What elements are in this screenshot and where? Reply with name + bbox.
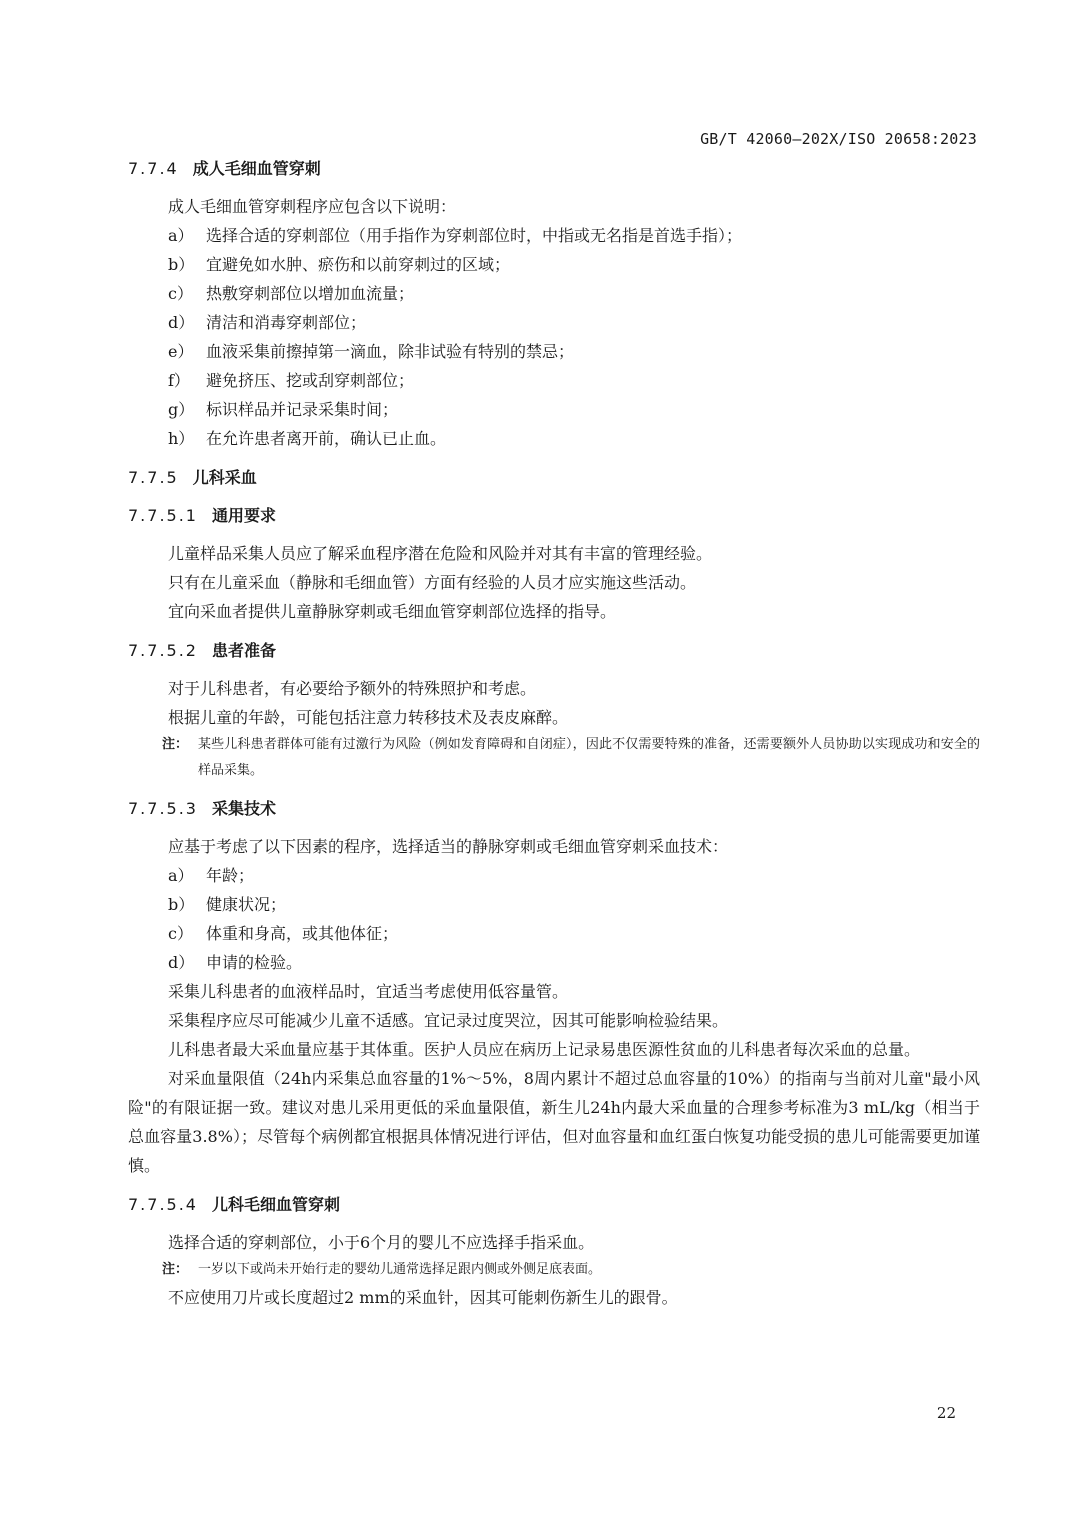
paragraph: 应基于考虑了以下因素的程序，选择适当的静脉穿刺或毛细血管穿刺采血技术： xyxy=(168,837,729,856)
page-header: GB/T 42060—202X/ISO 20658:2023 xyxy=(700,130,977,148)
list-marker: c） xyxy=(168,284,193,303)
list-marker: b） xyxy=(168,895,195,914)
paragraph: 不应使用刀片或长度超过2 mm的采血针，因其可能刺伤新生儿的跟骨。 xyxy=(168,1288,678,1307)
note-text: 一岁以下或尚未开始行走的婴幼儿通常选择足跟内侧或外侧足底表面。 xyxy=(198,1262,602,1277)
section-title: 成人毛细血管穿刺 xyxy=(192,159,321,178)
paragraph: 选择合适的穿刺部位，小于6个月的婴儿不应选择手指采血。 xyxy=(168,1233,595,1252)
list-marker: a） xyxy=(168,226,194,245)
note xyxy=(128,732,980,784)
list-item xyxy=(128,279,980,308)
paragraph: 宜向采血者提供儿童静脉穿刺或毛细血管穿刺部位选择的指导。 xyxy=(168,602,617,621)
section-heading-7-7-5-2 xyxy=(128,638,980,664)
section-heading-7-7-5-1 xyxy=(128,503,980,529)
paragraph: 对于儿科患者，有必要给予额外的特殊照护和考虑。 xyxy=(168,679,537,698)
section-number: 7.7.5.3 xyxy=(128,799,198,818)
list-item-text: 申请的检验。 xyxy=(206,953,303,972)
page-number: 22 xyxy=(936,1404,956,1422)
list-marker: h） xyxy=(168,429,195,448)
paragraph: 采集程序应尽可能减少儿童不适感。宜记录过度哭泣，因其可能影响检验结果。 xyxy=(168,1011,729,1030)
list-item xyxy=(128,221,980,250)
paragraph: 对采血量限值（24h内采集总血容量的1%～5%，8周内累计不超过总血容量的10%）的指南与当前对儿童"最小风险"的有限证据一致。建议对患儿采用更低的采血量限值，新生儿24h内最大采血量的合理参考标准为3 mL/kg（相当于总血容量3.8%）；尽管每个病例都宜根据具体情况进行评估，但对血容量和血红蛋白恢复功能受损的患儿可能需要更加谨慎。 xyxy=(128,1069,980,1175)
list-item xyxy=(128,337,980,366)
list-marker: g） xyxy=(168,400,195,419)
note-label: 注： xyxy=(162,737,189,752)
document-body xyxy=(128,156,980,1312)
note-text: 某些儿科患者群体可能有过激行为风险（例如发育障碍和自闭症），因此不仅需要特殊的准备，还需要额外人员协助以实现成功和安全的样品采集。 xyxy=(198,737,980,778)
note-label: 注： xyxy=(162,1262,189,1277)
list-item xyxy=(128,948,980,977)
list-item xyxy=(128,250,980,279)
list-marker: c） xyxy=(168,924,193,943)
list-item xyxy=(128,861,980,890)
list-marker: a） xyxy=(168,866,194,885)
list-item-text: 避免挤压、挖或刮穿刺部位； xyxy=(206,371,415,390)
list-item xyxy=(128,919,980,948)
list-marker: d） xyxy=(168,313,195,332)
list-item-text: 体重和身高，或其他体征； xyxy=(206,924,399,943)
note xyxy=(128,1257,980,1283)
list-item-text: 健康状况； xyxy=(206,895,287,914)
paragraph: 儿童样品采集人员应了解采血程序潜在危险和风险并对其有丰富的管理经验。 xyxy=(168,544,713,563)
list-item xyxy=(128,424,980,453)
section-number: 7.7.5 xyxy=(128,468,179,487)
list-item xyxy=(128,395,980,424)
paragraph: 儿科患者最大采血量应基于其体重。医护人员应在病历上记录易患医源性贫血的儿科患者每次采血的总量。 xyxy=(168,1040,921,1059)
list-marker: e） xyxy=(168,342,194,361)
list-item-text: 宜避免如水肿、瘀伤和以前穿刺过的区域； xyxy=(206,255,511,274)
list-marker: d） xyxy=(168,953,195,972)
section-number: 7.7.5.2 xyxy=(128,641,198,660)
list-item xyxy=(128,308,980,337)
section-title: 通用要求 xyxy=(211,506,276,525)
list-item-text: 年龄； xyxy=(206,866,255,885)
section-heading-7-7-5 xyxy=(128,465,980,491)
section-heading-7-7-4 xyxy=(128,156,980,182)
paragraph: 根据儿童的年龄，可能包括注意力转移技术及表皮麻醉。 xyxy=(168,708,569,727)
paragraph: 采集儿科患者的血液样品时，宜适当考虑使用低容量管。 xyxy=(168,982,569,1001)
list-item-text: 标识样品并记录采集时间； xyxy=(206,400,399,419)
section-number: 7.7.5.1 xyxy=(128,506,198,525)
paragraph: 只有在儿童采血（静脉和毛细血管）方面有经验的人员才应实施这些活动。 xyxy=(168,573,697,592)
section-number: 7.7.4 xyxy=(128,159,179,178)
section-title: 采集技术 xyxy=(211,799,276,818)
list-item-text: 在允许患者离开前，确认已止血。 xyxy=(206,429,447,448)
list-item-text: 热敷穿刺部位以增加血流量； xyxy=(206,284,415,303)
list-item xyxy=(128,890,980,919)
section-heading-7-7-5-3 xyxy=(128,796,980,822)
list-item-text: 血液采集前擦掉第一滴血，除非试验有特别的禁忌； xyxy=(206,342,575,361)
section-number: 7.7.5.4 xyxy=(128,1195,198,1214)
list-item-text: 清洁和消毒穿刺部位； xyxy=(206,313,367,332)
section-heading-7-7-5-4 xyxy=(128,1192,980,1218)
list-marker: b） xyxy=(168,255,195,274)
list-marker: f） xyxy=(168,371,190,390)
list-item xyxy=(128,366,980,395)
section-title: 患者准备 xyxy=(211,641,276,660)
paragraph: 成人毛细血管穿刺程序应包含以下说明： xyxy=(168,197,457,216)
list-item-text: 选择合适的穿刺部位（用手指作为穿刺部位时，中指或无名指是首选手指）； xyxy=(206,226,743,245)
section-title: 儿科毛细血管穿刺 xyxy=(211,1195,340,1214)
section-title: 儿科采血 xyxy=(192,468,257,487)
